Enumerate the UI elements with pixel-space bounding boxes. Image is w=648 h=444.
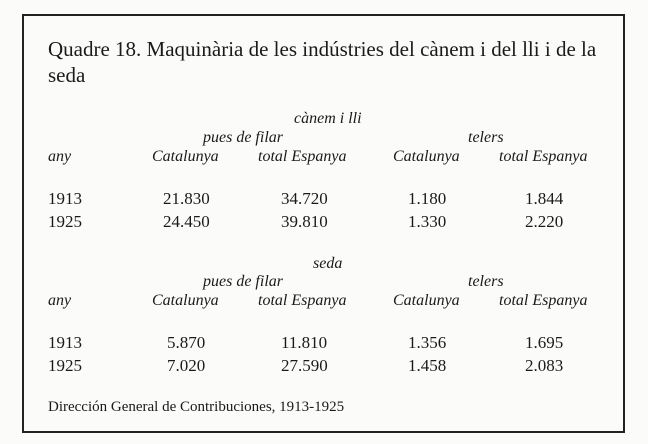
cell-value: 21.830 [163, 189, 210, 208]
column-header-catalunya: Catalunya [393, 148, 460, 165]
cell-year: 1913 [48, 333, 82, 352]
group-heading-spinning: pues de filar [203, 129, 283, 146]
cell-value: 1.844 [525, 189, 564, 208]
cell-value: 2.220 [525, 212, 564, 231]
column-header-year: any [48, 148, 72, 165]
cell-value: 5.870 [167, 333, 206, 352]
cell-value: 24.450 [163, 212, 210, 231]
group-heading-looms: telers [468, 129, 504, 146]
group-heading-looms: telers [468, 273, 504, 290]
section-heading: cànem i lli [294, 110, 362, 127]
column-header-total-espanya: total Espanya [499, 292, 588, 309]
cell-value: 27.590 [281, 356, 328, 375]
cell-value: 1.180 [408, 189, 447, 208]
cell-year: 1925 [48, 356, 82, 375]
column-header-catalunya: Catalunya [152, 148, 219, 165]
column-header-total-espanya: total Espanya [258, 148, 347, 165]
cell-value: 34.720 [281, 189, 328, 208]
cell-year: 1925 [48, 212, 82, 231]
cell-value: 11.810 [281, 333, 328, 352]
cell-value: 1.695 [525, 333, 564, 352]
column-header-total-espanya: total Espanya [258, 292, 347, 309]
column-header-catalunya: Catalunya [152, 292, 219, 309]
cell-year: 1913 [48, 189, 82, 208]
cell-value: 7.020 [167, 356, 206, 375]
cell-value: 1.458 [408, 356, 447, 375]
source-note: Dirección General de Contribuciones, 1913-1925 [48, 399, 345, 415]
column-header-year: any [48, 292, 72, 309]
table-title: Quadre 18. Maquinària de les indústries del cànem i del lli i de la seda [48, 37, 597, 87]
section-heading: seda [313, 255, 343, 272]
cell-value: 39.810 [281, 212, 328, 231]
column-header-total-espanya: total Espanya [499, 148, 588, 165]
cell-value: 2.083 [525, 356, 564, 375]
group-heading-spinning: pues de filar [203, 273, 283, 290]
cell-value: 1.356 [408, 333, 447, 352]
cell-value: 1.330 [408, 212, 447, 231]
column-header-catalunya: Catalunya [393, 292, 460, 309]
